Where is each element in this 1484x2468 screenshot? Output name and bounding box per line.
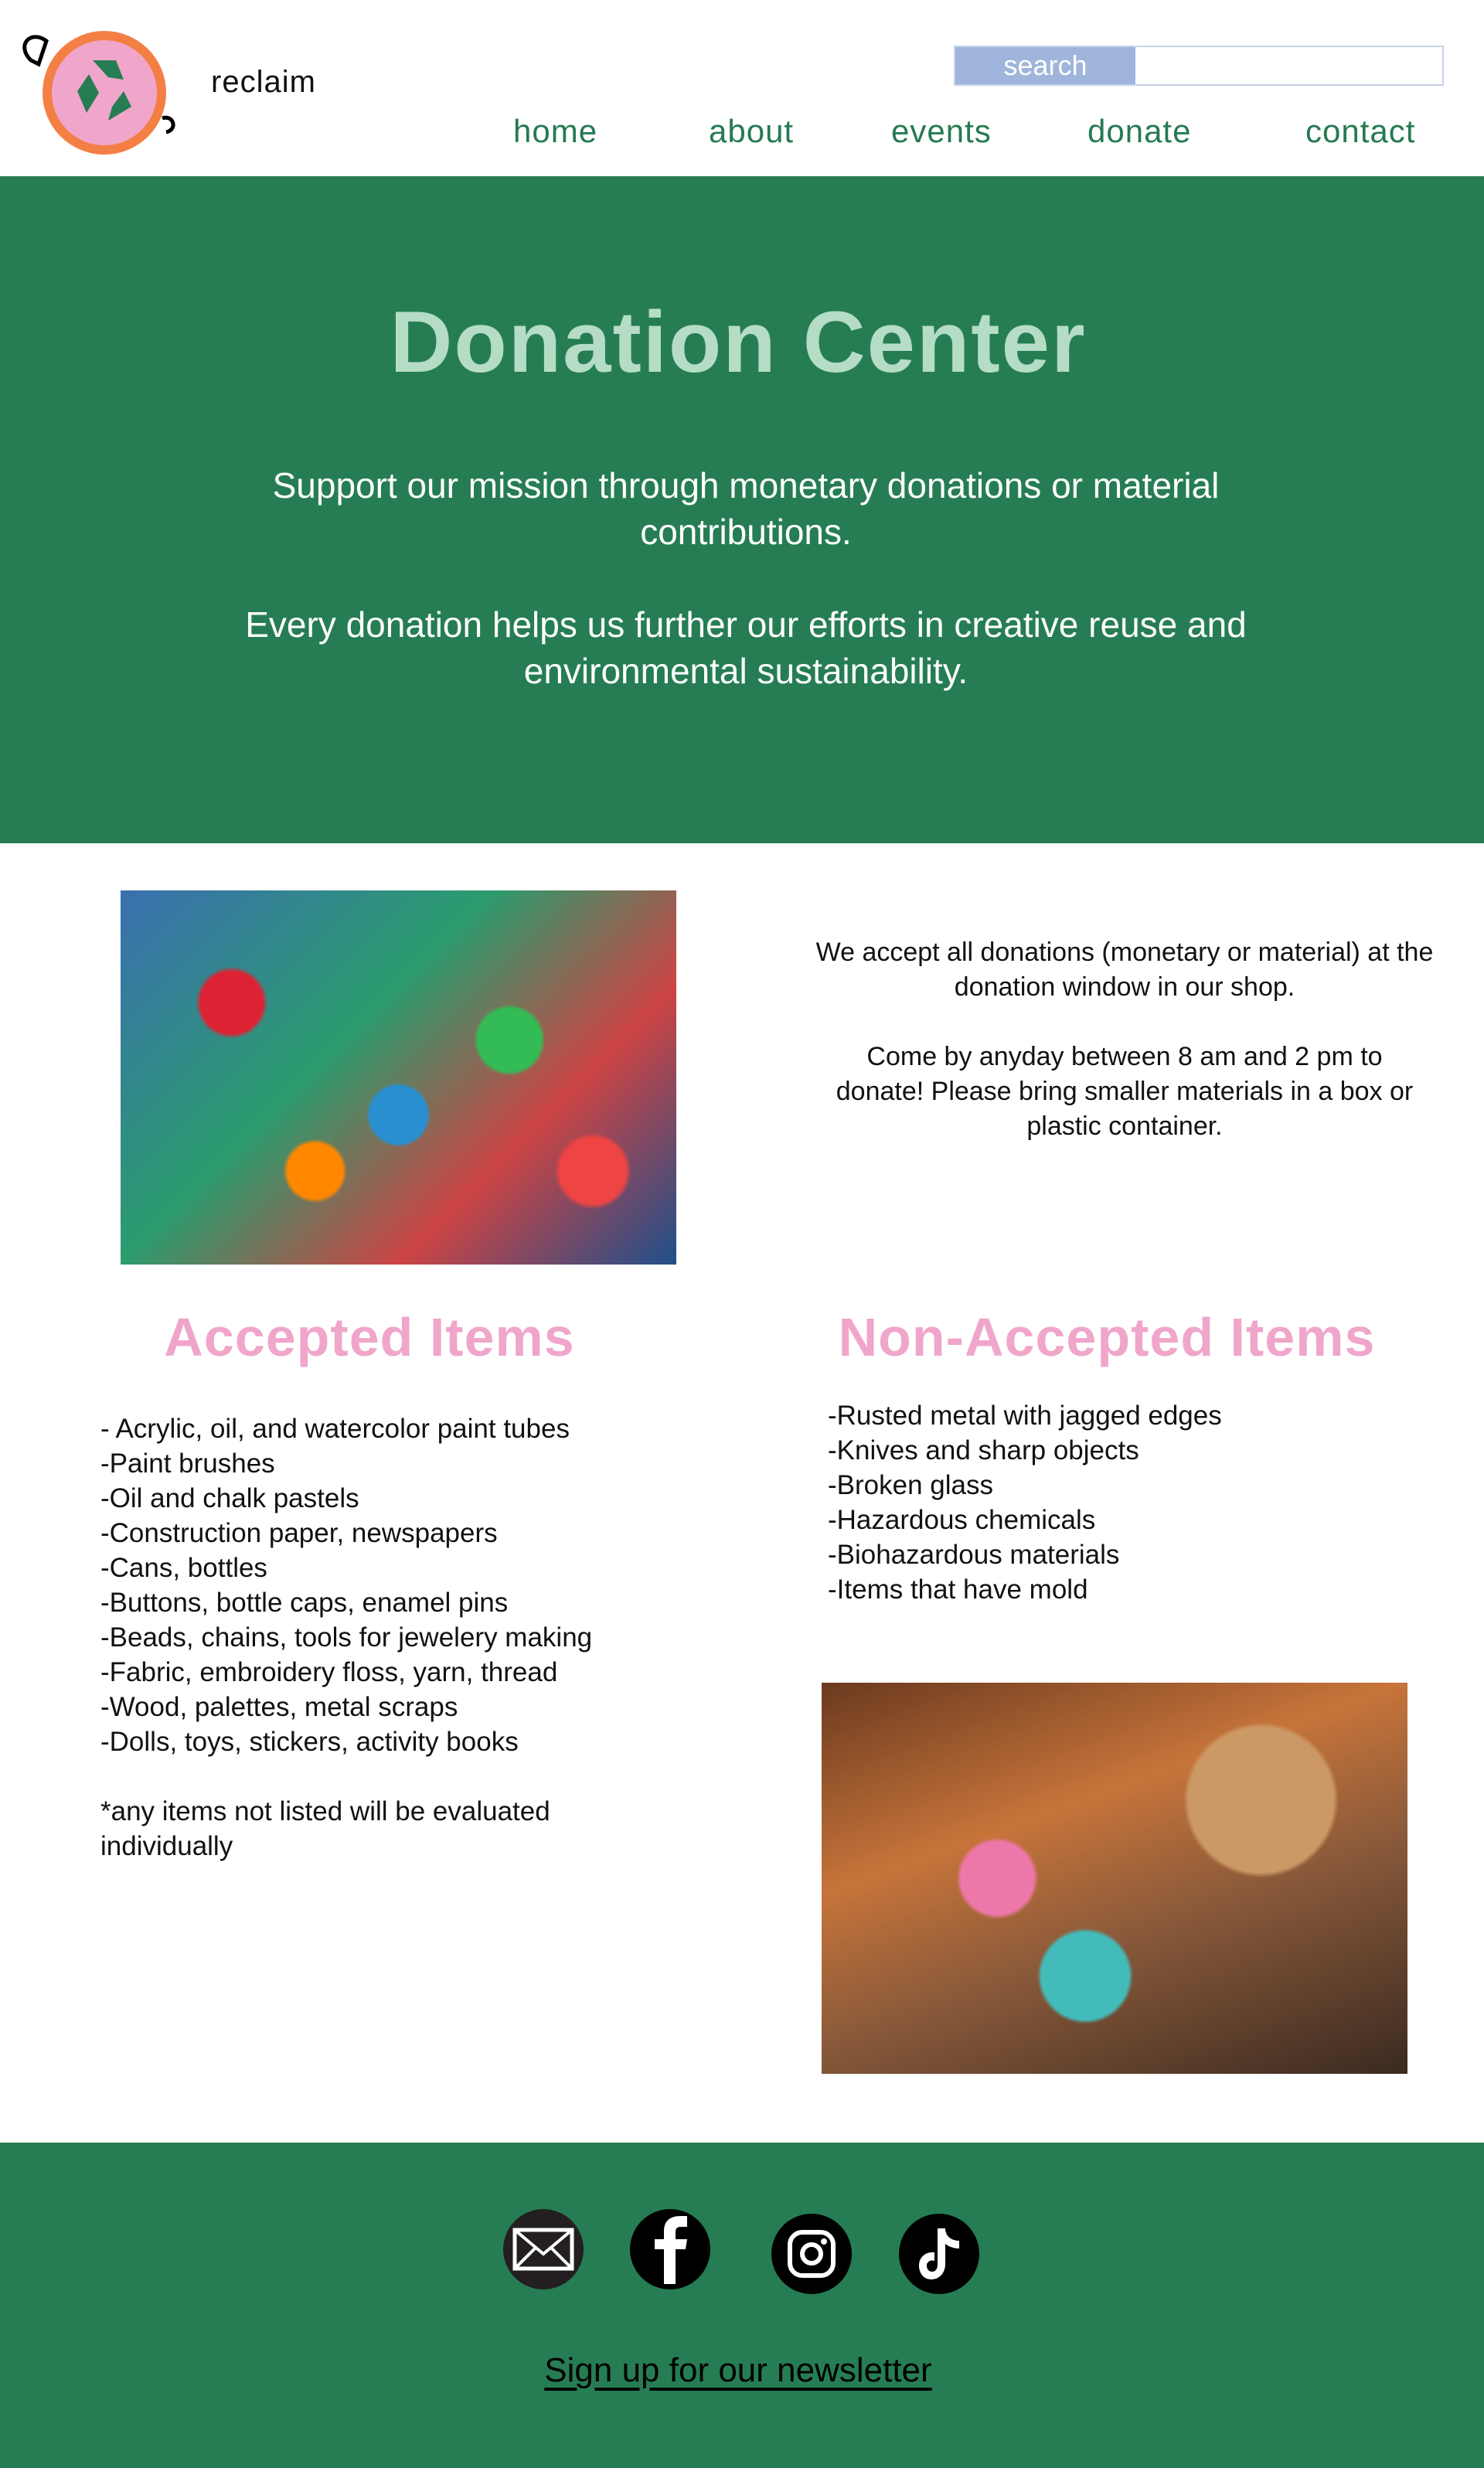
- search-bar: [954, 46, 1444, 86]
- header: [0, 0, 1484, 176]
- bottle-caps-photo: [121, 890, 676, 1265]
- facebook-icon[interactable]: [630, 2209, 710, 2289]
- nav-events[interactable]: events: [891, 113, 992, 149]
- newsletter: [0, 2351, 1476, 2390]
- email-icon[interactable]: [503, 2209, 584, 2289]
- instagram-icon[interactable]: [771, 2214, 852, 2294]
- search-input[interactable]: [1135, 47, 1442, 84]
- logo-recycle-icon[interactable]: [15, 29, 193, 157]
- hero-text-2: Every donation helps us further our efforts in creative reuse and environmental sustainability.: [245, 604, 1247, 691]
- nav-about[interactable]: about: [709, 113, 795, 149]
- nav-contact[interactable]: contact: [1305, 113, 1416, 149]
- accepted-items-list: - Acrylic, oil, and watercolor paint tubes -Paint brushes -Oil and chalk pastels -Construction paper, newspapers -Cans, bottles -Buttons, bottle caps, enamel pins -Beads, chains, tools for jewelery making -Fabric, embroidery floss, yarn, thread -Wood, palettes, metal scraps -Dolls, toys, stickers, activity books: [100, 1414, 593, 1757]
- accepted-items-heading: Accepted Items: [164, 1307, 575, 1367]
- tiktok-icon[interactable]: [899, 2214, 979, 2294]
- nav-donate[interactable]: donate: [1087, 113, 1192, 149]
- non-accepted-items-heading: Non-Accepted Items: [838, 1307, 1376, 1367]
- art-supplies-photo: [822, 1683, 1407, 2074]
- search-label[interactable]: search: [955, 47, 1135, 84]
- hero-text-1: Support our mission through monetary donations or material contributions.: [272, 465, 1220, 552]
- info-text-2: Come by anyday between 8 am and 2 pm to donate! Please bring smaller materials in a box or plastic container.: [836, 1042, 1414, 1141]
- footer: [0, 2143, 1484, 2468]
- newsletter-signup-link[interactable]: Sign up for our newsletter: [544, 2351, 932, 2389]
- nav-home[interactable]: home: [513, 113, 598, 149]
- brand-name[interactable]: reclaim: [211, 65, 316, 99]
- non-accepted-items-list: -Rusted metal with jagged edges -Knives and sharp objects -Broken glass -Hazardous chemicals -Biohazardous materials -Items that have mold: [828, 1401, 1222, 1605]
- hero-section: [0, 176, 1484, 843]
- accepted-items-note: *any items not listed will be evaluated individually: [100, 1796, 550, 1861]
- page-title: Donation Center: [390, 294, 1087, 390]
- donation-info: [804, 935, 1445, 1144]
- info-text-1: We accept all donations (monetary or material) at the donation window in our shop.: [815, 938, 1434, 1002]
